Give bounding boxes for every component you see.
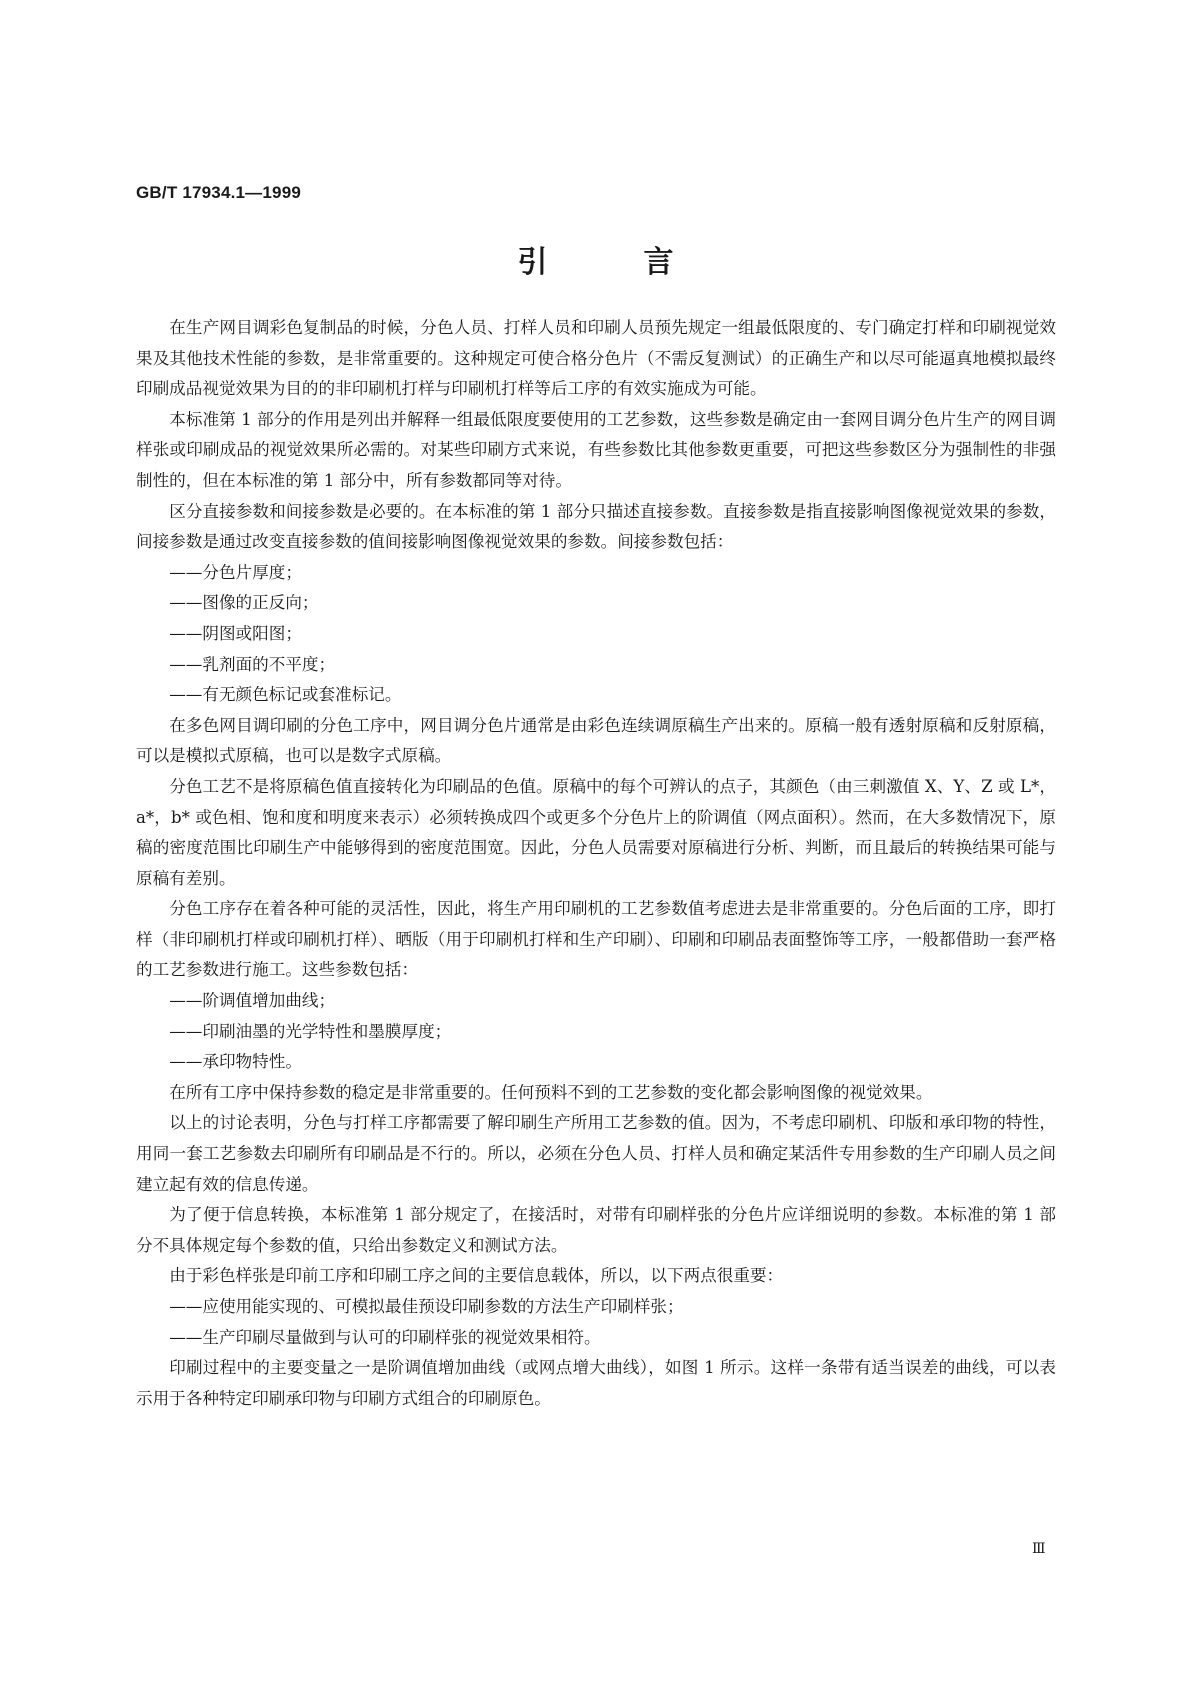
list-item: ——阴图或阳图； (169, 623, 302, 643)
list-item: ——印刷油墨的光学特性和墨膜厚度； (169, 1021, 452, 1041)
standard-number: GB/T 17934.1—1999 (136, 183, 301, 202)
paragraph: 印刷过程中的主要变量之一是阶调值增加曲线（或网点增大曲线），如图 1 所示。这样一条带有适当误差的曲线，可以表示用于各种特定印刷承印物与印刷方式组合的印刷原色。 (136, 1358, 1056, 1408)
paragraph: 以上的讨论表明，分色与打样工序都需要了解印刷生产所用工艺参数的值。因为，不考虑印刷机、印版和承印物的特性，用同一套工艺参数去印刷所有印刷品是不行的。所以，必须在分色人员、打样人员和确定某活件专用参数的生产印刷人员之间建立起有效的信息传递。 (136, 1113, 1056, 1194)
title-char-1: 引 (517, 245, 548, 280)
paragraph: 分色工序存在着各种可能的灵活性，因此，将生产用印刷机的工艺参数值考虑进去是非常重要的。分色后面的工序，即打样（非印刷机打样或印刷机打样）、晒版（用于印刷机打样和生产印刷）、印刷和印刷品表面整饰等工序，一般都借助一套严格的工艺参数进行施工。这些参数包括： (136, 899, 1056, 980)
paragraph: 分色工艺不是将原稿色值直接转化为印刷品的色值。原稿中的每个可辨认的点子，其颜色（由三刺激值 X、Y、Z 或 L*，a*，b* 或色相、饱和度和明度来表示）必须转换成四个或更多个分色片上的阶调值（网点面积）。然而，在大多数情况下，原稿的密度范围比印刷生产中能够得到的密度范围宽。因此，分色人员需要对原稿进行分析、判断，而且最后的转换结果可能与原稿有差别。 (136, 776, 1056, 888)
list-item: ——应使用能实现的、可模拟最佳预设印刷参数的方法生产印刷样张； (169, 1297, 684, 1316)
page-number: Ⅲ (1032, 1541, 1045, 1557)
paragraph: 在多色网目调印刷的分色工序中，网目调分色片通常是由彩色连续调原稿生产出来的。原稿一般有透射原稿和反射原稿，可以是模拟式原稿，也可以是数字式原稿。 (136, 715, 1056, 766)
paragraph: 由于彩色样张是印前工序和印刷工序之间的主要信息载体，所以，以下两点很重要： (169, 1266, 784, 1286)
list-item: ——阶调值增加曲线； (169, 991, 336, 1011)
introduction-body (136, 313, 1056, 1414)
paragraph: 在所有工序中保持参数的稳定是非常重要的。任何预料不到的工艺参数的变化都会影响图像的视觉效果。 (169, 1082, 933, 1102)
list-item: ——承印物特性。 (169, 1052, 302, 1072)
list-item: ——生产印刷尽量做到与认可的印刷样张的视觉效果相符。 (169, 1327, 601, 1347)
list-item: ——分色片厚度； (169, 562, 302, 582)
list-item: ——图像的正反向； (169, 593, 319, 613)
paragraph: 在生产网目调彩色复制品的时候，分色人员、打样人员和印刷人员预先规定一组最低限度的、专门确定打样和印刷视觉效果及其他技术性能的参数，是非常重要的。这种规定可使合格分色片（不需反复测试）的正确生产和以尽可能逼真地模拟最终印刷成品视觉效果为目的的非印刷机打样与印刷机打样等后工序的有效实施成为可能。 (136, 318, 1056, 399)
page-title (0, 243, 1191, 283)
paragraph: 本标准第 1 部分的作用是列出并解释一组最低限度要使用的工艺参数，这些参数是确定由一套网目调分色片生产的网目调样张或印刷成品的视觉效果所必需的。对某些印刷方式来说，有些参数比其他参数更重要，可把这些参数区分为强制性的非强制性的，但在本标准的第 1 部分中，所有参数都同等对待。 (136, 409, 1056, 490)
list-item: ——有无颜色标记或套准标记。 (169, 685, 402, 705)
list-item: ——乳剂面的不平度； (169, 654, 336, 674)
title-char-2: 言 (643, 245, 674, 280)
paragraph: 区分直接参数和间接参数是必要的。在本标准的第 1 部分只描述直接参数。直接参数是指直接影响图像视觉效果的参数，间接参数是通过改变直接参数的值间接影响图像视觉效果的参数。间接参数包括： (136, 501, 1056, 552)
paragraph: 为了便于信息转换，本标准第 1 部分规定了，在接活时，对带有印刷样张的分色片应详细说明的参数。本标准的第 1 部分不具体规定每个参数的值，只给出参数定义和测试方法。 (136, 1205, 1056, 1255)
